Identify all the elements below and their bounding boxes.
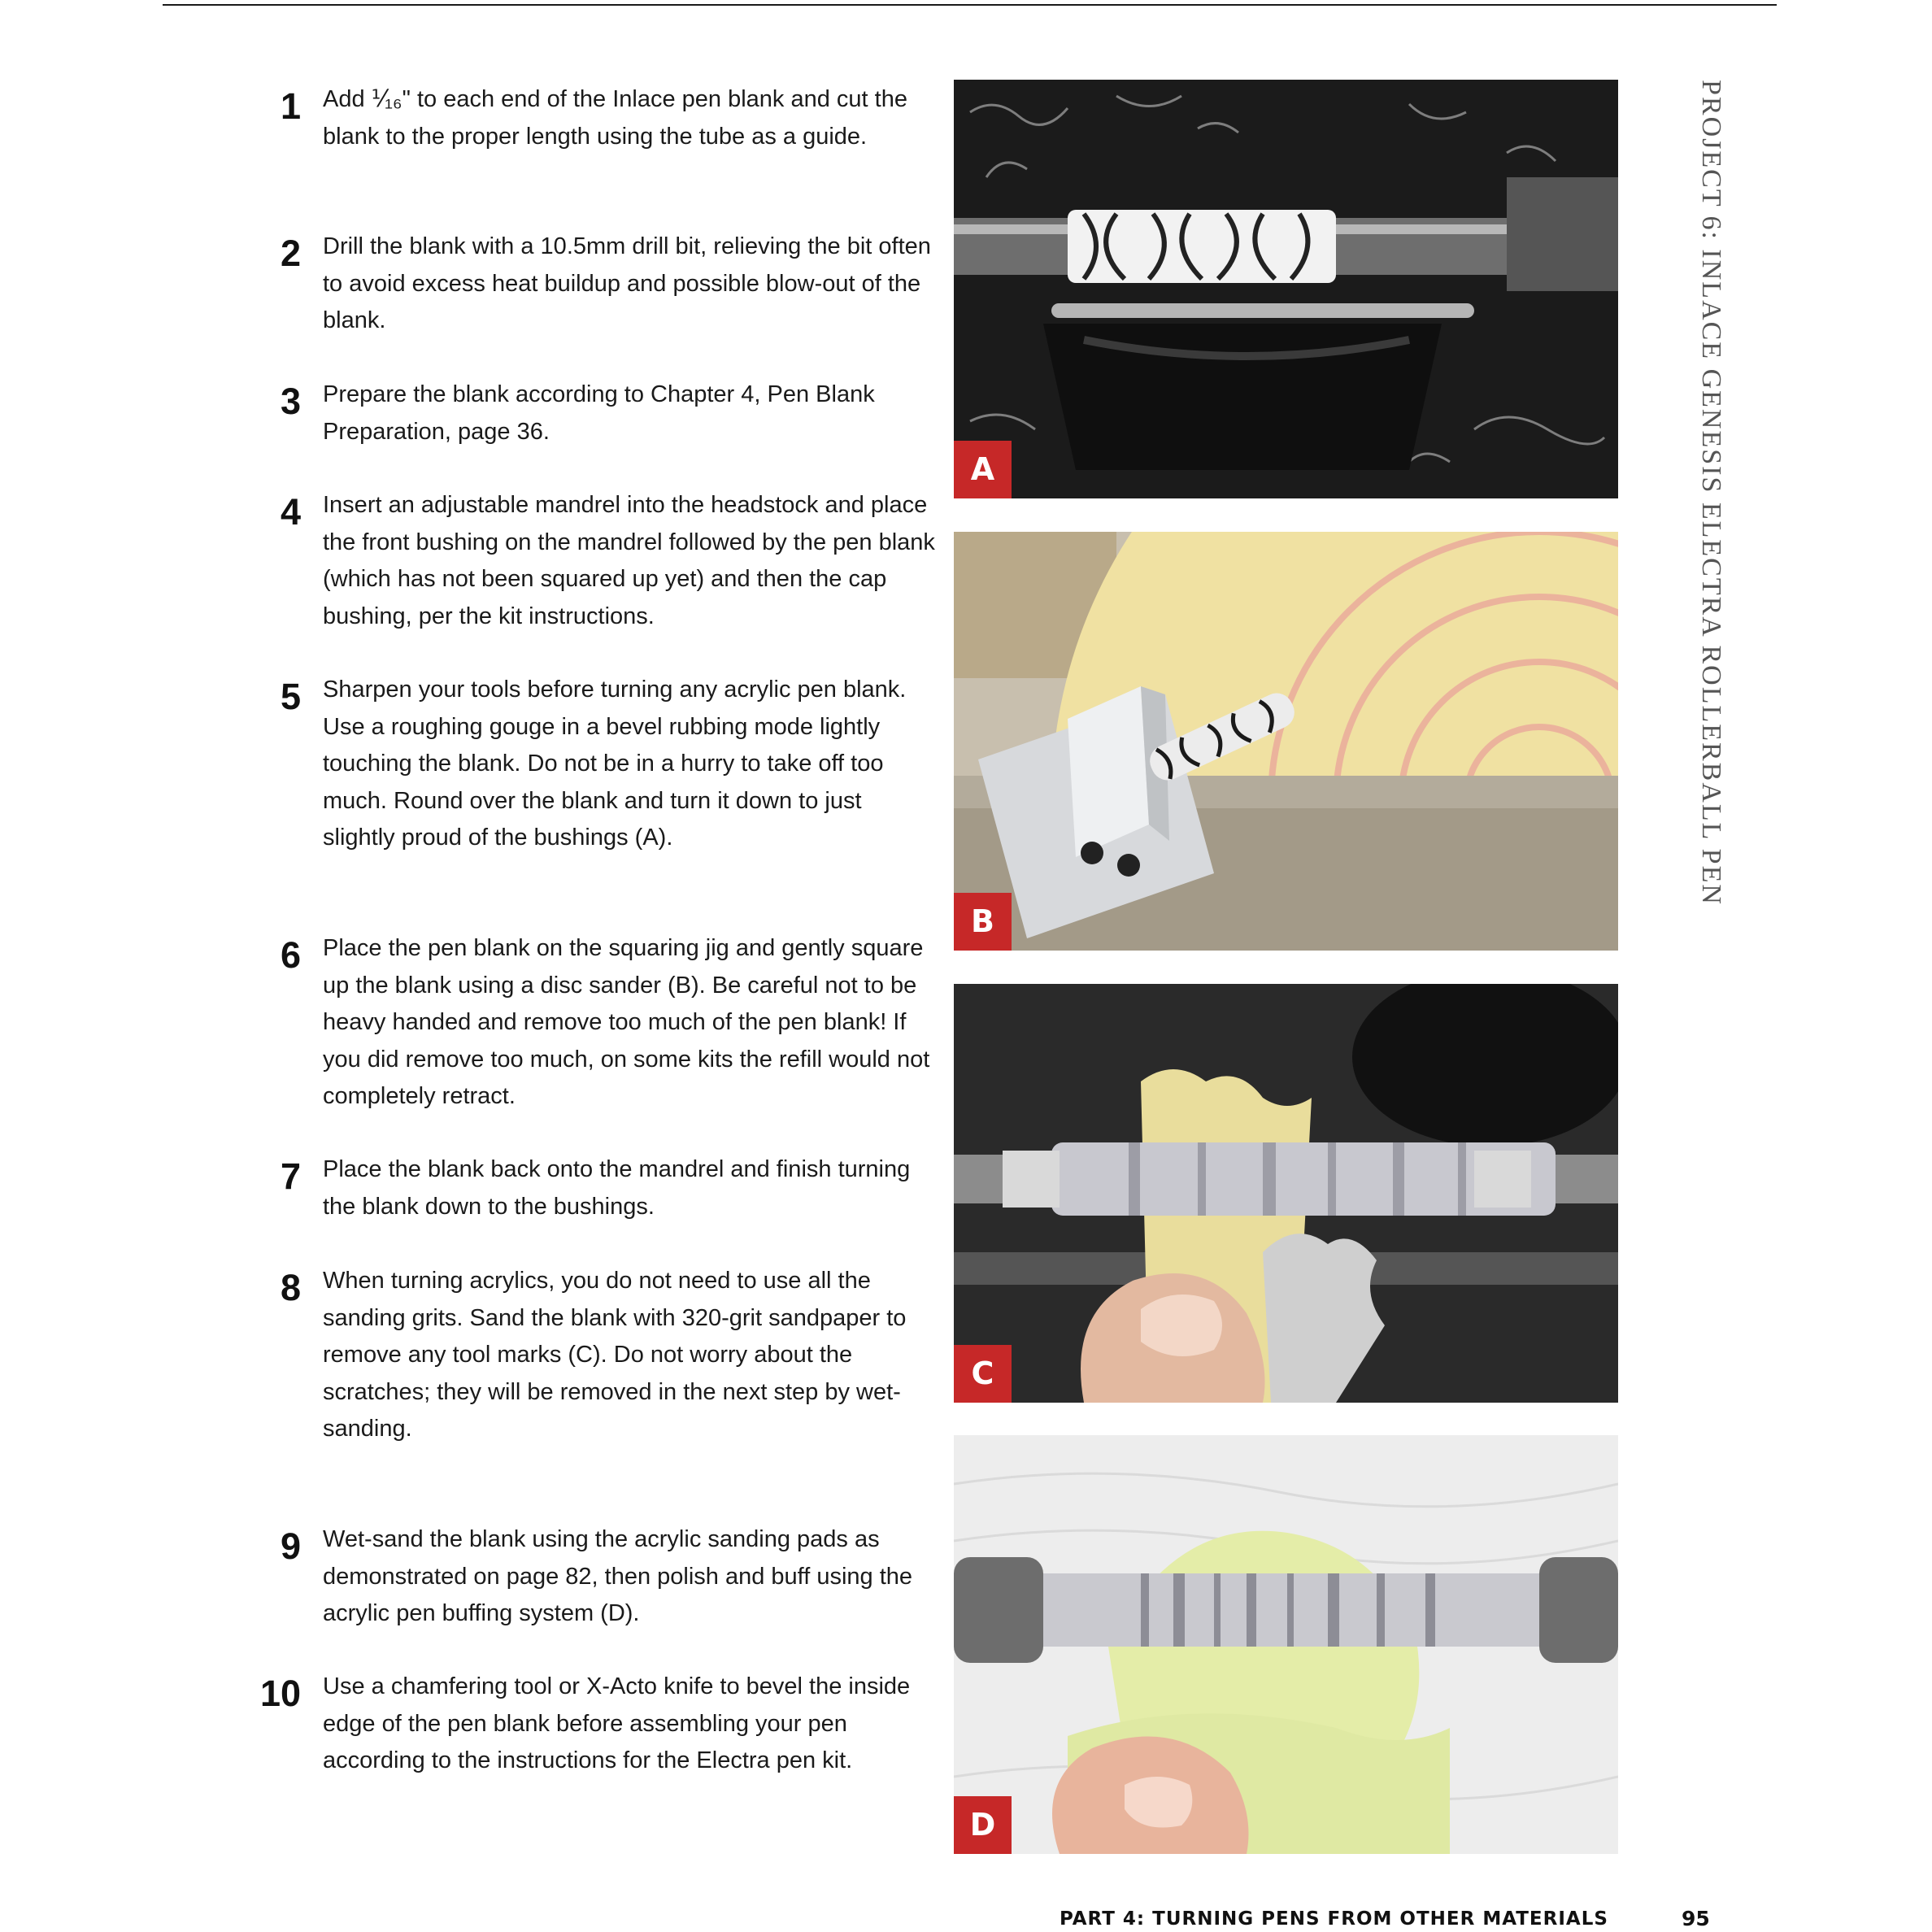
step-number: 9 — [280, 1525, 301, 1567]
photo-b-label: B — [954, 893, 1012, 951]
step-number: 2 — [280, 233, 301, 274]
step-text: Add ⅟₁₆" to each end of the Inlace pen blank and cut the blank to the proper length using the tube as a guide. — [323, 86, 907, 150]
step-text: Wet-sand the blank using the acrylic sanding pads as demonstrated on page 82, then polish and buff using the acrylic pen buffing system (D). — [323, 1526, 913, 1626]
running-title: PROJECT 6: INLACE GENESIS ELECTRA ROLLERBALL PEN — [1696, 80, 1726, 906]
photo-a — [954, 80, 1618, 498]
footer-part-title: PART 4: TURNING PENS FROM OTHER MATERIALS — [1060, 1908, 1608, 1930]
step-number: 8 — [280, 1267, 301, 1308]
photo-c-image — [954, 984, 1618, 1403]
step-text: Sharpen your tools before turning any acrylic pen blank. Use a roughing gouge in a bevel rubbing mode lightly touching the blank. Do not be in a hurry to take off too much. Round over the blank and turn it down to just slightly proud of the bushings (A). — [323, 677, 907, 851]
step-number: 10 — [259, 1673, 301, 1714]
step-text: Drill the blank with a 10.5mm drill bit, relieving the bit often to avoid excess heat buildup and possible blow-out of the blank. — [323, 233, 931, 333]
step-text: Prepare the blank according to Chapter 4, Pen Blank Preparation, page 36. — [323, 381, 875, 445]
step-number: 7 — [280, 1155, 301, 1197]
photo-b — [954, 532, 1618, 951]
photo-a-image — [954, 80, 1618, 498]
step-text: Place the pen blank on the squaring jig and gently square up the blank using a disc sander (B). Be careful not to be heavy handed and remove too much of the pen blank! If you did remove too much, on some kits the refill would not completely retract. — [323, 935, 930, 1109]
step-number: 3 — [280, 381, 301, 422]
page-number: 95 — [1682, 1907, 1710, 1930]
photo-a-label: A — [954, 441, 1012, 498]
step-text: When turning acrylics, you do not need to use all the sanding grits. Sand the blank with 320-grit sandpaper to remove any tool marks (C). Do not worry about the scratches; they will be removed in the next step by wet-sanding. — [323, 1268, 907, 1442]
step-number: 1 — [280, 85, 301, 127]
photo-c-label: C — [954, 1345, 1012, 1403]
step-text: Use a chamfering tool or X-Acto knife to bevel the inside edge of the pen blank before assembling your pen according to the instructions for the Electra pen kit. — [323, 1673, 911, 1773]
photo-d — [954, 1435, 1618, 1854]
step-text: Insert an adjustable mandrel into the headstock and place the front bushing on the mandrel followed by the pen blank (which has not been squared up yet) and then the cap bushing, per the kit instructions. — [323, 492, 935, 629]
step-number: 6 — [280, 934, 301, 976]
photo-b-image — [954, 532, 1618, 951]
photo-d-label: D — [954, 1796, 1012, 1854]
photo-d-image — [954, 1435, 1618, 1854]
step-text: Place the blank back onto the mandrel and finish turning the blank down to the bushings. — [323, 1156, 911, 1220]
top-rule — [163, 4, 1777, 6]
step-number: 5 — [280, 676, 301, 717]
photo-c — [954, 984, 1618, 1403]
step-number: 4 — [280, 491, 301, 533]
